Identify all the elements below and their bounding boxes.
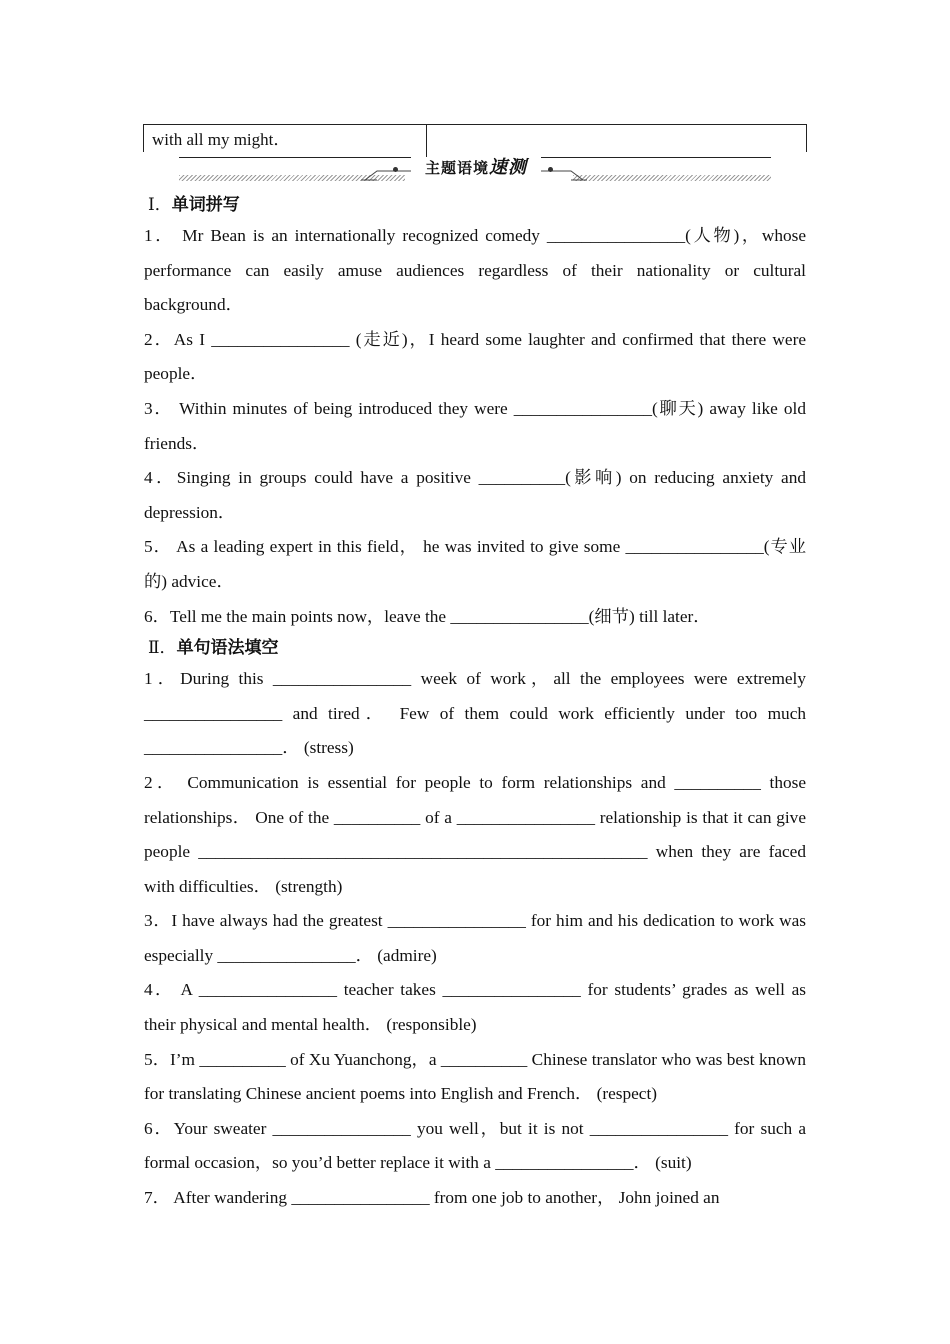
exercise-item: 5． As a leading expert in this field， he was invited to give some ________________(专业的) advice． [144, 537, 806, 591]
exercise-item: 3．I have always had the greatest ________________ for him and his dedication to work was especially ________________． (admire) [144, 911, 806, 965]
exercise-item: 4． A ________________ teacher takes ________________ for students’ grades as well as their physical and mental health． (responsible) [144, 980, 806, 1035]
banner-dot-icon [548, 167, 553, 172]
exercise-item: 7． After wandering ________________ from one job to another， John joined an [144, 1188, 720, 1208]
exercise-item: 1．During this ________________ week of work，all the employees were extremely ________________ and tired． Few of them could work efficiently under too much ________________． (stress) [144, 669, 806, 758]
section-banner [143, 152, 807, 186]
section-heading: Ⅱ．单句语法填空 [148, 638, 279, 659]
table-cell-left: with all my might． [144, 125, 427, 157]
exercise-item: 5．I’m __________ of Xu Yuanchong，a __________ Chinese translator who was best known for translating Chinese ancient poems into English and French． (respect) [144, 1049, 806, 1104]
exercise-item: 2．As I ________________ (走近)，I heard some laughter and confirmed that there were people． [144, 329, 806, 384]
exercise-item: 2． Communication is essential for people to form relationships and __________ those relationships． One of the __________ of a ________________ relationship is that it can give people ____________________________________________________ when they are faced with difficulties． (strength) [144, 772, 806, 896]
banner-dot-icon [393, 167, 398, 172]
banner-hatch-right [573, 175, 771, 181]
exercise-item: 1． Mr Bean is an internationally recognized comedy ________________(人物)，whose performance can easily amuse audiences regardless of their nationality or cultural background． [144, 226, 806, 315]
exercise-content [144, 191, 806, 1216]
exercise-item: 6．Tell me the main points now，leave the ________________(细节) till later． [144, 606, 711, 626]
banner-title: 主题语境速测 [411, 157, 541, 179]
exercise-item: 4．Singing in groups could have a positive __________(影响) on reducing anxiety and depression． [144, 468, 806, 522]
section-heading: Ⅰ．单词拼写 [148, 195, 240, 215]
exercise-item: 6．Your sweater ________________ you well，but it is not ________________ for such a formal occasion，so you’d better replace it with a ________________． (suit) [144, 1118, 806, 1173]
exercise-item: 3． Within minutes of being introduced they were ________________(聊天) away like old friends． [144, 398, 806, 453]
